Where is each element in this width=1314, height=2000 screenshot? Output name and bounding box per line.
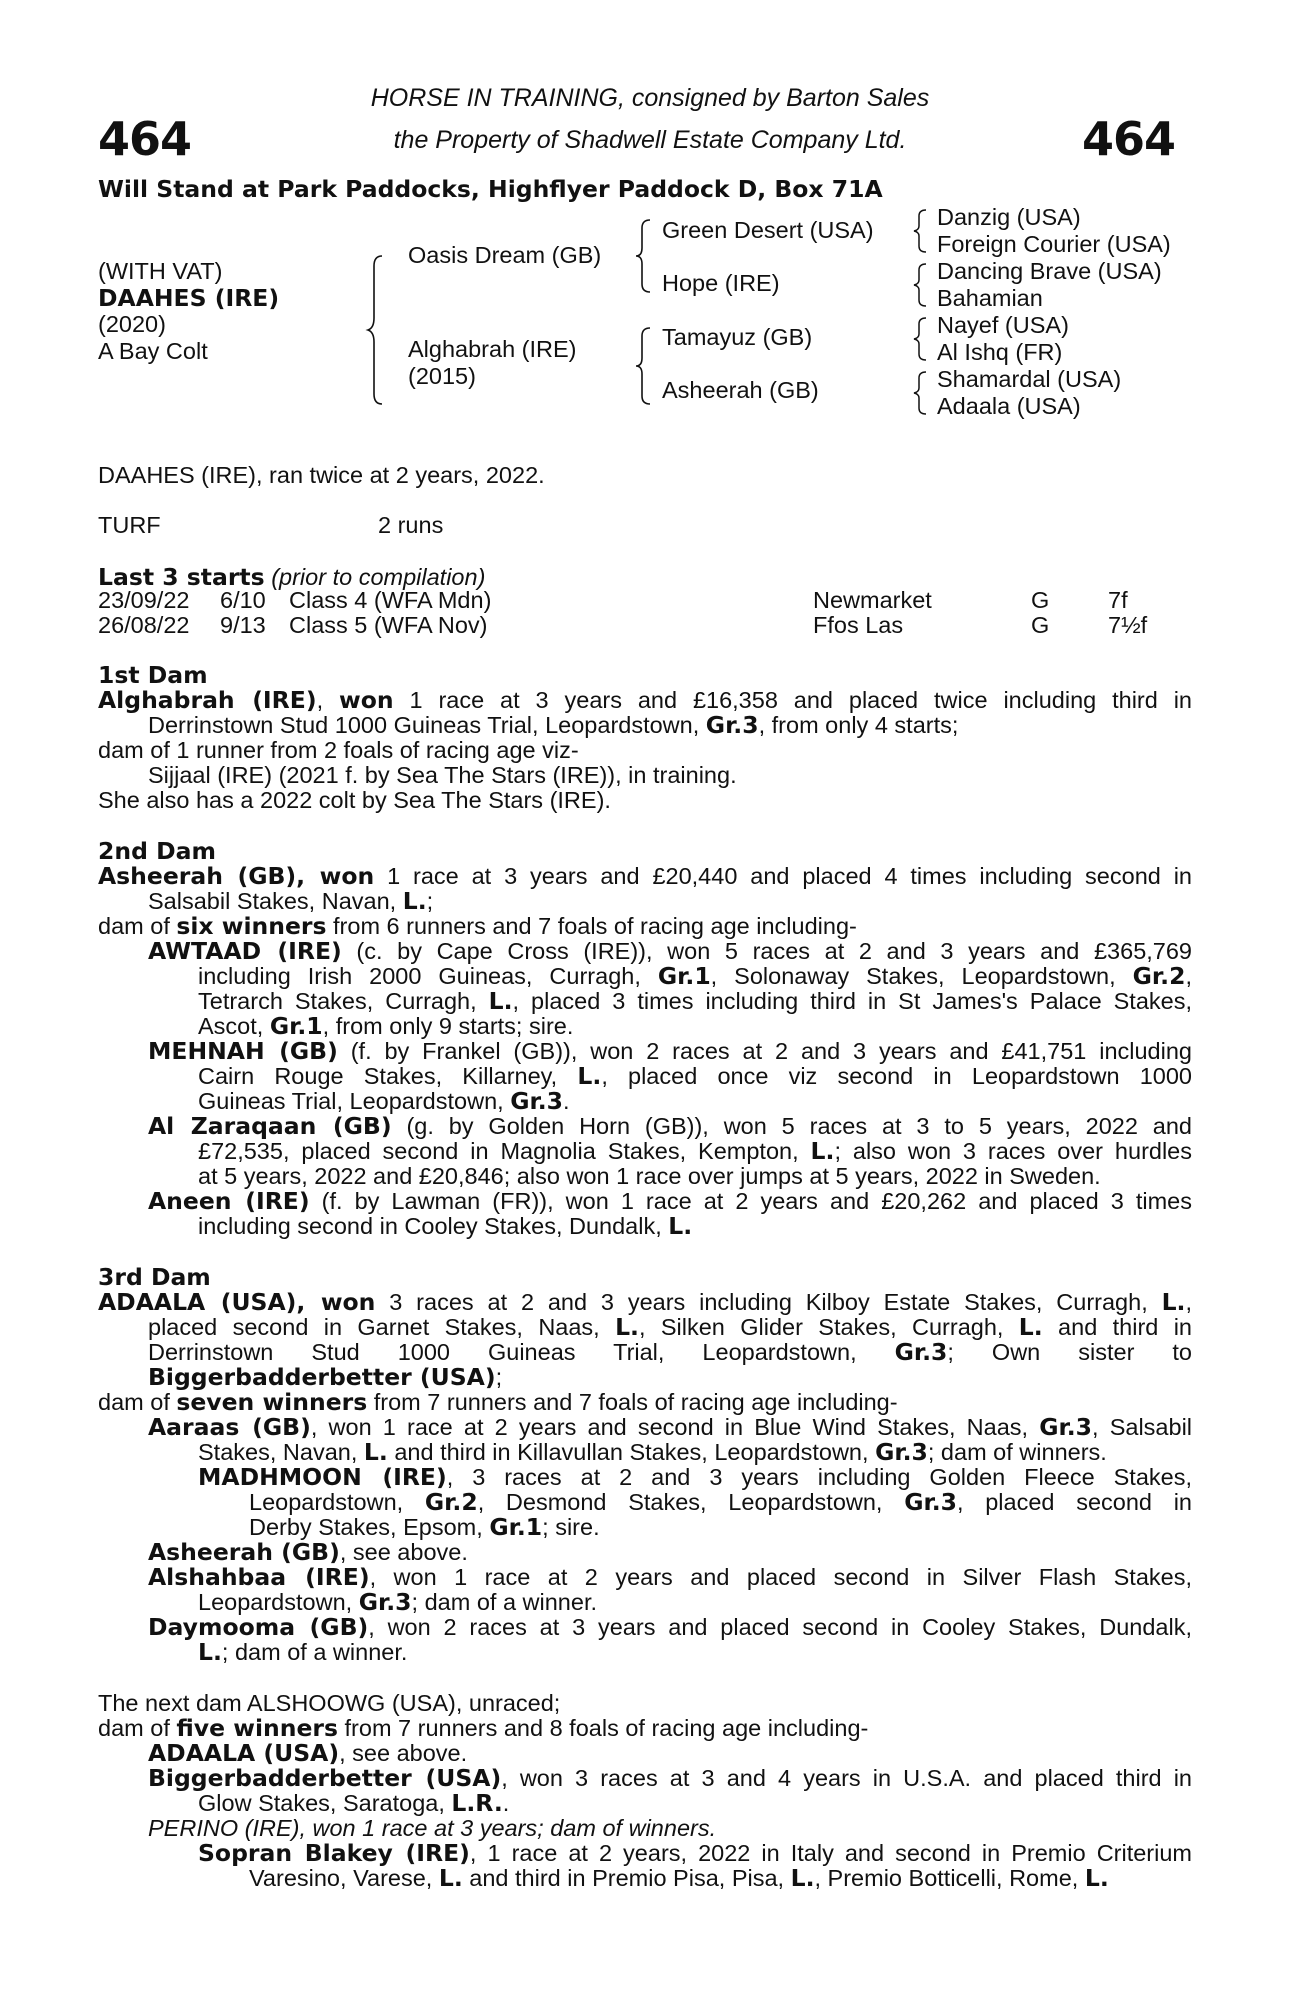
pedigree-dam-year: (2015)	[408, 363, 476, 389]
start-position: 9/13	[220, 612, 266, 638]
dam3-heading: 3rd Dam	[98, 1263, 211, 1291]
turf-label: TURF	[98, 512, 161, 538]
sister-name: Biggerbadderbetter (USA)	[148, 1363, 496, 1391]
dam2-name: Asheerah (GB), won	[98, 862, 375, 890]
last-starts-title: Last 3 starts	[98, 563, 265, 591]
dam2-heading: 2nd Dam	[98, 837, 216, 865]
text: , Desmond Stakes, Leopardstown,	[477, 1489, 905, 1515]
dam3-line-5	[98, 1390, 898, 1415]
text: (f. by Frankel (GB)), won 2 races at 2 and 3 years and £41,751 including	[337, 1038, 1192, 1064]
dam1-line-5: She also has a 2022 colt by Sea The Stars (IRE).	[98, 787, 611, 813]
dam3-line-2	[148, 1315, 1192, 1340]
alzaraqaan-line-2	[198, 1139, 1192, 1164]
dam3-line-3	[148, 1340, 1192, 1365]
start-race: Class 5 (WFA Nov)	[289, 612, 488, 638]
text: from 7 runners and 7 foals of racing age including-	[367, 1389, 898, 1415]
runner-name: Biggerbadderbetter (USA)	[148, 1764, 502, 1792]
text: ; Own sister to	[947, 1339, 1192, 1365]
pedigree-dam-sire: Tamayuz (GB)	[662, 324, 813, 350]
text: , see above.	[339, 1740, 468, 1766]
text: , won 1 race at 2 years and placed second in Silver Flash Stakes,	[369, 1564, 1193, 1590]
grade: Gr.1	[269, 1012, 323, 1040]
grade: L.	[402, 887, 427, 915]
sopran-blakey-line-1	[198, 1841, 1192, 1866]
grade: Gr.2	[424, 1488, 478, 1516]
text: dam of	[98, 1715, 177, 1741]
adaala-line	[148, 1741, 467, 1766]
grade: Gr.2	[1132, 962, 1186, 990]
next-dam-line-1: The next dam ALSHOOWG (USA), unraced;	[98, 1690, 561, 1716]
summary-line: DAAHES (IRE), ran twice at 2 years, 2022.	[98, 462, 545, 488]
start-distance: 7f	[1108, 587, 1128, 613]
dam1-line-2	[148, 713, 958, 738]
property-line: the Property of Shadwell Estate Company Ltd.	[393, 126, 907, 154]
awtaad-line-1	[148, 939, 1192, 964]
start-date: 23/09/22	[98, 587, 190, 613]
dam3-line-1	[98, 1290, 1192, 1315]
text: Tetrarch Stakes, Curragh,	[198, 988, 489, 1014]
next-dam-line-2	[98, 1716, 868, 1741]
dam1-won: won	[339, 686, 394, 714]
grade: L.	[577, 1062, 602, 1090]
text: , won 1 race at 2 years and second in Blue Wind Stakes, Naas,	[310, 1414, 1040, 1440]
grade: Gr.1	[657, 962, 711, 990]
text: , Solonaway Stakes, Leopardstown,	[710, 963, 1133, 989]
runner-name: Sopran Blakey (IRE)	[198, 1839, 470, 1867]
alshahbaa-line-2	[198, 1590, 597, 1615]
mehnah-line-3	[198, 1089, 570, 1114]
dam1-heading: 1st Dam	[98, 661, 208, 689]
text: (g. by Golden Horn (GB)), won 5 races at 3 to 5 years, 2022 and	[391, 1113, 1192, 1139]
pedigree-dam-dam: Asheerah (GB)	[662, 377, 819, 403]
dam2-line-1	[98, 864, 1192, 889]
grade: L.	[1084, 1864, 1109, 1892]
pedigree-g1: Danzig (USA)	[937, 204, 1081, 230]
grade: Gr.3	[358, 1588, 412, 1616]
text: and third in Premio Pisa, Pisa,	[462, 1865, 791, 1891]
grade: L.	[1018, 1313, 1043, 1341]
runner-name: MADHMOON (IRE)	[198, 1463, 447, 1491]
text: Derrinstown Stud 1000 Guineas Trial, Leopardstown,	[148, 1339, 895, 1365]
pedigree-dam: Alghabrah (IRE)	[408, 336, 577, 362]
grade: Gr.1	[489, 1513, 543, 1541]
start-date: 26/08/22	[98, 612, 190, 638]
runner-name: Aneen (IRE)	[148, 1187, 310, 1215]
dam1-line-4: Sijjaal (IRE) (2021 f. by Sea The Stars (IRE)), in training.	[148, 762, 737, 788]
dam1-line-3: dam of 1 runner from 2 foals of racing age viz-	[98, 737, 579, 763]
text: Derby Stakes, Epsom,	[249, 1514, 490, 1540]
dam2-line-2	[148, 889, 433, 914]
text: ; dam of a winner.	[411, 1589, 598, 1615]
text: including Irish 2000 Guineas, Curragh,	[198, 963, 658, 989]
pedigree-g7: Shamardal (USA)	[937, 366, 1122, 392]
text: and third in	[1042, 1314, 1192, 1340]
text: (f. by Lawman (FR)), won 1 race at 2 years and £20,262 and placed 3 times	[309, 1188, 1192, 1214]
grade: L.	[488, 987, 513, 1015]
alzaraqaan-line-3: at 5 years, 2022 and £20,846; also won 1 race over jumps at 5 years, 2022 in Sweden.	[198, 1163, 1101, 1189]
text: ;	[495, 1364, 503, 1390]
pedigree-bracket-sire	[636, 218, 652, 294]
text: , 3 races at 2 and 3 years including Golden Fleece Stakes,	[446, 1464, 1192, 1490]
horse-description: A Bay Colt	[98, 338, 208, 364]
runner-name: ADAALA (USA)	[148, 1739, 340, 1767]
dam1-text: 1 race at 3 years and £16,358 and placed twice including third in	[409, 687, 1192, 713]
aneen-line-2	[198, 1214, 692, 1239]
consigned-line: HORSE IN TRAINING, consigned by Barton Sales	[370, 84, 930, 112]
grade: L.R.	[451, 1789, 503, 1817]
text: , from only 4 starts;	[758, 712, 959, 738]
text: from 6 runners and 7 foals of racing age including-	[326, 913, 857, 939]
pedigree-g2: Foreign Courier (USA)	[937, 231, 1171, 257]
pedigree-sire-dam: Hope (IRE)	[662, 270, 780, 296]
grade: L.	[668, 1212, 693, 1240]
text: , Salsabil	[1092, 1414, 1193, 1440]
stand-line: Will Stand at Park Paddocks, Highflyer Paddock D, Box 71A	[98, 175, 883, 203]
runner-name: AWTAAD (IRE)	[148, 937, 342, 965]
aneen-line-1	[148, 1189, 1192, 1214]
text: Glow Stakes, Saratoga,	[198, 1790, 452, 1816]
text: ; sire.	[542, 1514, 600, 1540]
pedigree-sire-sire: Green Desert (USA)	[662, 217, 874, 243]
start-going: G	[1031, 612, 1050, 638]
runner-name: Asheerah (GB)	[148, 1538, 340, 1566]
aaraas-line-2	[198, 1440, 1107, 1465]
text: , see above.	[339, 1539, 468, 1565]
text: Cairn Rouge Stakes, Killarney,	[198, 1063, 578, 1089]
runner-name: Aaraas (GB)	[148, 1413, 311, 1441]
text: Salsabil Stakes, Navan,	[148, 888, 403, 914]
pedigree-g3: Dancing Brave (USA)	[937, 258, 1162, 284]
runner-name: Daymooma (GB)	[148, 1613, 369, 1641]
winners-count: seven winners	[176, 1388, 368, 1416]
horse-year: (2020)	[98, 311, 166, 337]
text: , placed second in	[957, 1489, 1192, 1515]
daymooma-line-1	[148, 1615, 1192, 1640]
text: £72,535, placed second in Magnolia Stakes, Kempton,	[198, 1138, 811, 1164]
text: ;	[426, 888, 434, 914]
pedigree-bracket-main	[368, 254, 384, 406]
pedigree-g6: Al Ishq (FR)	[937, 339, 1063, 365]
text: and third in Killavullan Stakes, Leopardstown,	[387, 1439, 876, 1465]
lot-number-left: 464	[98, 112, 192, 166]
dam2-line-3	[98, 914, 857, 939]
awtaad-line-3	[198, 989, 1192, 1014]
text: , won 2 races at 3 years and placed second in Cooley Stakes, Dundalk,	[368, 1614, 1192, 1640]
biggerbadderbetter-line-2	[198, 1791, 509, 1816]
runner-name: Alshahbaa (IRE)	[148, 1563, 370, 1591]
pedigree-bracket-dam	[636, 326, 652, 406]
vat-label: (WITH VAT)	[98, 258, 223, 284]
lot-number-right: 464	[1082, 112, 1176, 166]
text: (c. by Cape Cross (IRE)), won 5 races at 2 and 3 years and £365,769	[341, 938, 1192, 964]
text: , Premio Botticelli, Rome,	[814, 1865, 1085, 1891]
grade: Gr.3	[705, 711, 759, 739]
dam1-name: Alghabrah (IRE)	[98, 686, 317, 714]
grade: L.	[790, 1864, 815, 1892]
dam1-line-1: Alghabrah (IRE), won 1 race at 3 years and £16,358 and placed twice including third in	[98, 686, 1192, 714]
dam3-line-4	[148, 1365, 502, 1390]
text: from 7 runners and 8 foals of racing age including-	[337, 1715, 869, 1741]
grade: L.	[810, 1137, 835, 1165]
text: ,	[1185, 1289, 1193, 1315]
pedigree-g4: Bahamian	[937, 285, 1043, 311]
runner-name: MEHNAH (GB)	[148, 1037, 338, 1065]
text: placed second in Garnet Stakes, Naas,	[148, 1314, 616, 1340]
text: .	[502, 1790, 510, 1816]
text: 3 races at 2 and 3 years including Kilboy Estate Stakes, Curragh,	[375, 1289, 1162, 1315]
start-course: Newmarket	[813, 587, 932, 613]
text: , placed once viz second in Leopardstown 1000	[601, 1063, 1192, 1089]
text: , 1 race at 2 years, 2022 in Italy and second in Premio Criterium	[469, 1840, 1193, 1866]
text: Derrinstown Stud 1000 Guineas Trial, Leopardstown,	[148, 712, 706, 738]
text: 1 race at 3 years and £20,440 and placed 4 times including second in	[387, 863, 1192, 889]
start-distance: 7½f	[1108, 612, 1148, 638]
grade: L.	[1161, 1288, 1186, 1316]
horse-name: DAAHES (IRE)	[98, 284, 280, 312]
text: dam of	[98, 1389, 177, 1415]
start-course: Ffos Las	[813, 612, 904, 638]
text: , won 3 races at 3 and 4 years in U.S.A. and placed third in	[501, 1765, 1192, 1791]
madhmoon-line-2	[249, 1490, 1192, 1515]
text: Guineas Trial, Leopardstown,	[198, 1088, 511, 1114]
mehnah-line-2	[198, 1064, 1192, 1089]
pedigree-g8: Adaala (USA)	[937, 393, 1081, 419]
grade: Gr.3	[510, 1087, 564, 1115]
text: Stakes, Navan,	[198, 1439, 364, 1465]
grade: Gr.3	[875, 1438, 928, 1466]
pedigree-sire: Oasis Dream (GB)	[408, 242, 602, 268]
start-race: Class 4 (WFA Mdn)	[289, 587, 492, 613]
sopran-blakey-line-2	[249, 1866, 1109, 1891]
text: .	[563, 1088, 570, 1114]
grade: L.	[438, 1864, 463, 1892]
grade: Gr.3	[894, 1338, 948, 1366]
awtaad-line-4	[198, 1014, 573, 1039]
aaraas-line-1	[148, 1415, 1192, 1440]
grade: L.	[615, 1313, 639, 1341]
start-going: G	[1031, 587, 1050, 613]
turf-runs: 2 runs	[378, 512, 444, 538]
last-starts-note: (prior to compilation)	[271, 564, 486, 590]
text: , placed 3 times including third in St James's Palace Stakes,	[512, 988, 1192, 1014]
winners-count: five winners	[176, 1714, 338, 1742]
start-position: 6/10	[220, 587, 266, 613]
text: dam of	[98, 913, 177, 939]
dam3-name: ADAALA (USA), won	[98, 1288, 376, 1316]
pedigree-brackets-g3	[914, 206, 928, 418]
asheerah-line	[148, 1540, 468, 1565]
text: including second in Cooley Stakes, Dundalk,	[198, 1213, 669, 1239]
text: Varesino, Varese,	[249, 1865, 439, 1891]
text: , from only 9 starts; sire.	[322, 1013, 574, 1039]
alzaraqaan-line-1	[148, 1114, 1192, 1139]
pedigree-g5: Nayef (USA)	[937, 312, 1069, 338]
runner-name: Al Zaraqaan (GB)	[148, 1112, 392, 1140]
grade: L.	[198, 1638, 222, 1666]
perino-line: PERINO (IRE), won 1 race at 3 years; dam of winners.	[148, 1815, 717, 1841]
text: Leopardstown,	[198, 1589, 359, 1615]
text: ; dam of winners.	[927, 1439, 1107, 1465]
madhmoon-line-1	[198, 1465, 1192, 1490]
mehnah-line-1	[148, 1039, 1192, 1064]
grade: L.	[363, 1438, 388, 1466]
text: ; also won 3 races over hurdles	[834, 1138, 1193, 1164]
grade: Gr.3	[1039, 1413, 1093, 1441]
alshahbaa-line-1	[148, 1565, 1192, 1590]
awtaad-line-2: including Irish 2000 Guineas, Curragh, Gr.1, Solonaway Stakes, Leopardstown, Gr.2,	[198, 962, 1192, 990]
text: ; dam of a winner.	[221, 1639, 408, 1665]
text: , Silken Glider Stakes, Curragh,	[638, 1314, 1019, 1340]
biggerbadderbetter-line-1	[148, 1766, 1192, 1791]
text: Ascot,	[198, 1013, 270, 1039]
daymooma-line-2	[198, 1640, 407, 1665]
grade: Gr.3	[904, 1488, 957, 1516]
text: Leopardstown,	[249, 1489, 425, 1515]
madhmoon-line-3	[249, 1515, 600, 1540]
winners-count: six winners	[176, 912, 327, 940]
